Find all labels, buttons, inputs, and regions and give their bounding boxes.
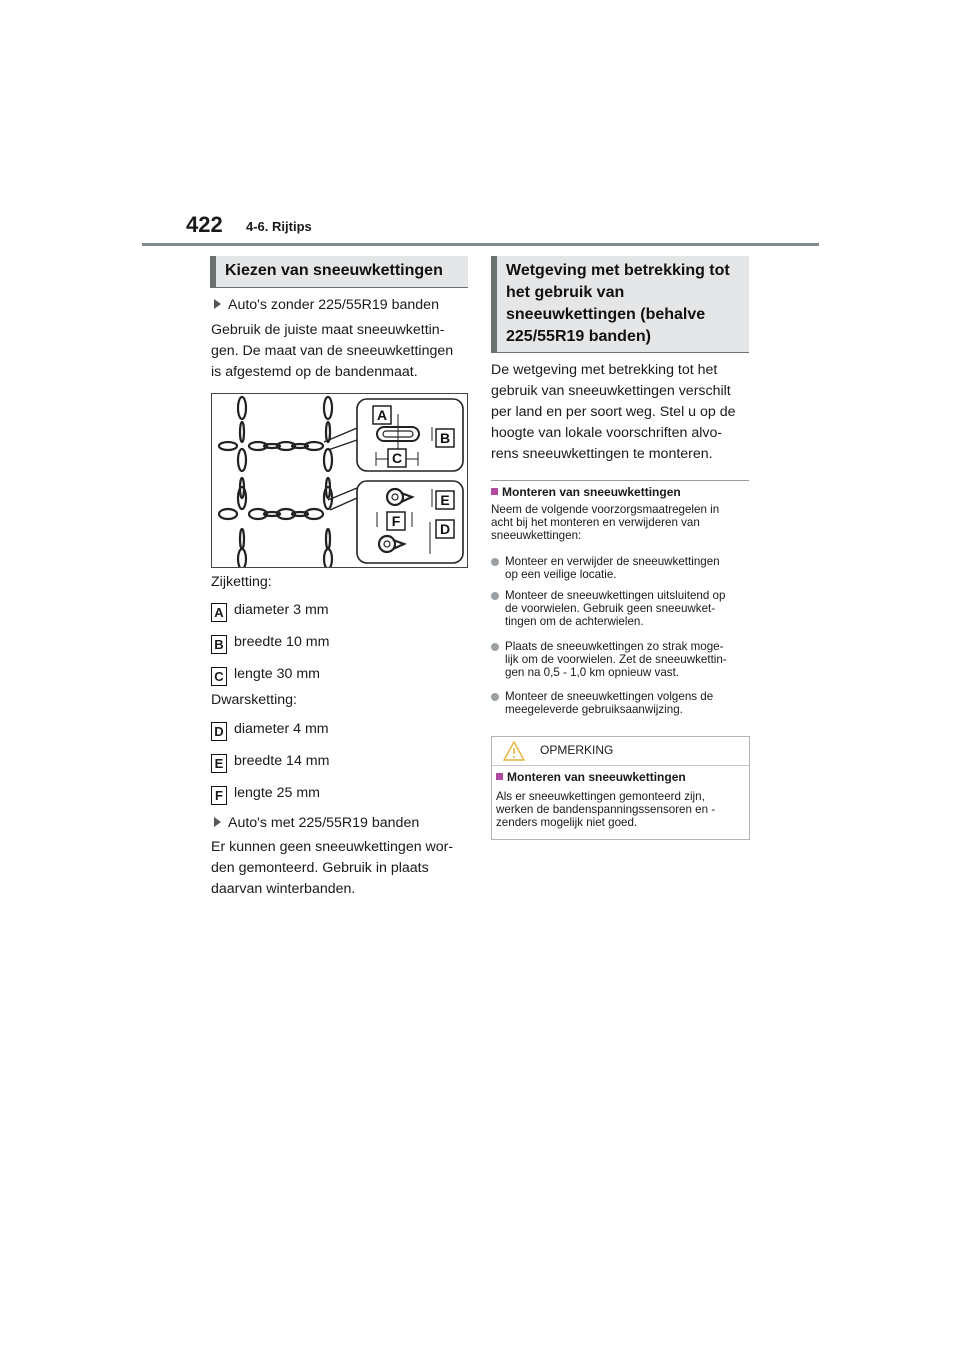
spec-text: lengte 30 mm <box>234 666 320 682</box>
notice-title: OPMERKING <box>540 743 614 757</box>
paragraph-legislation <box>491 360 753 465</box>
text-line: op een veilige locatie. <box>505 568 617 581</box>
bullet-text: Auto's met 225/55R19 banden <box>228 815 420 831</box>
spec-text: diameter 4 mm <box>234 721 329 737</box>
header-divider <box>142 243 819 246</box>
text-line: Monteer en verwijder de sneeuwkettingen <box>505 555 720 568</box>
label-box: C <box>211 667 227 686</box>
text-line: meegeleverde gebruiksaanwijzing. <box>505 703 683 716</box>
spec-row <box>211 785 461 805</box>
heading-snow-chains: Kiezen van sneeuwkettingen <box>210 256 468 288</box>
dot-bullet-icon <box>491 693 499 701</box>
label-box: F <box>211 786 227 805</box>
paragraph-winter-tyres <box>211 837 471 900</box>
text-line: zenders mogelijk niet goed. <box>496 816 638 829</box>
spec-text: diameter 3 mm <box>234 602 329 618</box>
list-item <box>491 589 751 628</box>
text-line: Gebruik de juiste maat sneeuwkettin- <box>211 322 445 338</box>
bullet-without-size <box>214 295 439 316</box>
list-item <box>491 640 751 679</box>
figure-label-f: F <box>391 513 401 529</box>
text-line: gen na 0,5 - 1,0 km opnieuw vast. <box>505 666 680 679</box>
spec-row <box>211 602 461 622</box>
sub-heading-mounting <box>491 486 681 499</box>
notice-header <box>492 737 749 766</box>
sub-heading-text: Monteren van sneeuwkettingen <box>502 485 681 499</box>
bullet-text: Auto's zonder 225/55R19 banden <box>228 297 439 313</box>
list-item <box>491 690 751 716</box>
section-title: 4-6. Rijtips <box>246 219 312 234</box>
figure-label-a: A <box>376 407 388 423</box>
text-line: Plaats de sneeuwkettingen zo strak moge- <box>505 640 724 653</box>
dot-bullet-icon <box>491 558 499 566</box>
arrow-bullet-icon <box>214 299 221 309</box>
text-line: tingen om de achterwielen. <box>505 615 644 628</box>
text-line: acht bij het monteren en verwijderen van <box>491 516 700 529</box>
text-line: werken de bandenspanningssensoren en - <box>496 803 716 816</box>
notice-text <box>496 790 748 829</box>
text-line: sneeuwkettingen: <box>491 529 582 542</box>
figure-label-d: D <box>439 521 451 537</box>
heading-line: sneeuwkettingen (behalve <box>506 306 706 323</box>
text-line: is afgestemd op de bandenmaat. <box>211 364 418 380</box>
spec-row <box>211 721 461 741</box>
figure-label-c: C <box>391 450 403 466</box>
arrow-bullet-icon <box>214 817 221 827</box>
figure-label-b: B <box>439 430 451 446</box>
section-divider <box>491 480 749 481</box>
chain-illustration <box>211 393 468 568</box>
heading-line: 225/55R19 banden) <box>506 328 651 345</box>
notice-sub-heading-text: Monteren van sneeuwkettingen <box>507 770 686 784</box>
text-line: gen. De maat van de sneeuwkettingen <box>211 343 454 359</box>
text-line: Monteer de sneeuwkettingen volgens de <box>505 690 714 703</box>
spec-row <box>211 753 461 773</box>
dot-bullet-icon <box>491 643 499 651</box>
text-line: Neem de volgende voorzorgsmaatregelen in <box>491 503 720 516</box>
dot-bullet-icon <box>491 592 499 600</box>
label-box: A <box>211 603 227 622</box>
spec-text: breedte 10 mm <box>234 634 330 650</box>
square-bullet-icon <box>491 488 498 495</box>
text-line: rens sneeuwkettingen te monteren. <box>491 446 713 462</box>
chain-drawing <box>212 394 468 568</box>
text-line: per land en per soort weg. Stel u op de <box>491 404 736 420</box>
heading-line: Wetgeving met betrekking tot <box>506 262 730 279</box>
text-line: Als er sneeuwkettingen gemonteerd zijn, <box>496 790 705 803</box>
side-chain-title: Zijketting: <box>211 574 272 590</box>
spec-text: lengte 25 mm <box>234 785 320 801</box>
list-item <box>491 555 751 581</box>
spec-row <box>211 634 461 654</box>
text-line: Er kunnen geen sneeuwkettingen wor- <box>211 839 454 855</box>
figure-label-e: E <box>440 492 450 508</box>
text-line: daarvan winterbanden. <box>211 881 356 897</box>
page-number: 422 <box>186 212 223 237</box>
text-line: den gemonteerd. Gebruik in plaats <box>211 860 429 876</box>
cross-chain-title: Dwarsketting: <box>211 692 297 708</box>
heading-legislation <box>491 256 749 353</box>
label-box: B <box>211 635 227 654</box>
square-bullet-icon <box>496 773 503 780</box>
spec-text: breedte 14 mm <box>234 753 330 769</box>
heading-line: het gebruik van <box>506 284 625 301</box>
warning-icon <box>502 740 526 762</box>
mounting-intro <box>491 503 753 542</box>
label-box: D <box>211 722 227 741</box>
notice-sub-heading <box>496 771 686 784</box>
text-line: gebruik van sneeuwkettingen verschilt <box>491 383 731 399</box>
text-line: Monteer de sneeuwkettingen uitsluitend op <box>505 589 726 602</box>
paragraph-chain-size <box>211 320 471 383</box>
text-line: de voorwielen. Gebruik geen sneeuwket- <box>505 602 716 615</box>
notice-box <box>491 736 750 840</box>
bullet-with-size <box>214 813 419 834</box>
spec-row <box>211 666 461 686</box>
text-line: lijk om de voorwielen. Zet de sneeuwkettin- <box>505 653 727 666</box>
text-line: hoogte van lokale voorschriften alvo- <box>491 425 723 441</box>
label-box: E <box>211 754 227 773</box>
text-line: De wetgeving met betrekking tot het <box>491 362 718 378</box>
